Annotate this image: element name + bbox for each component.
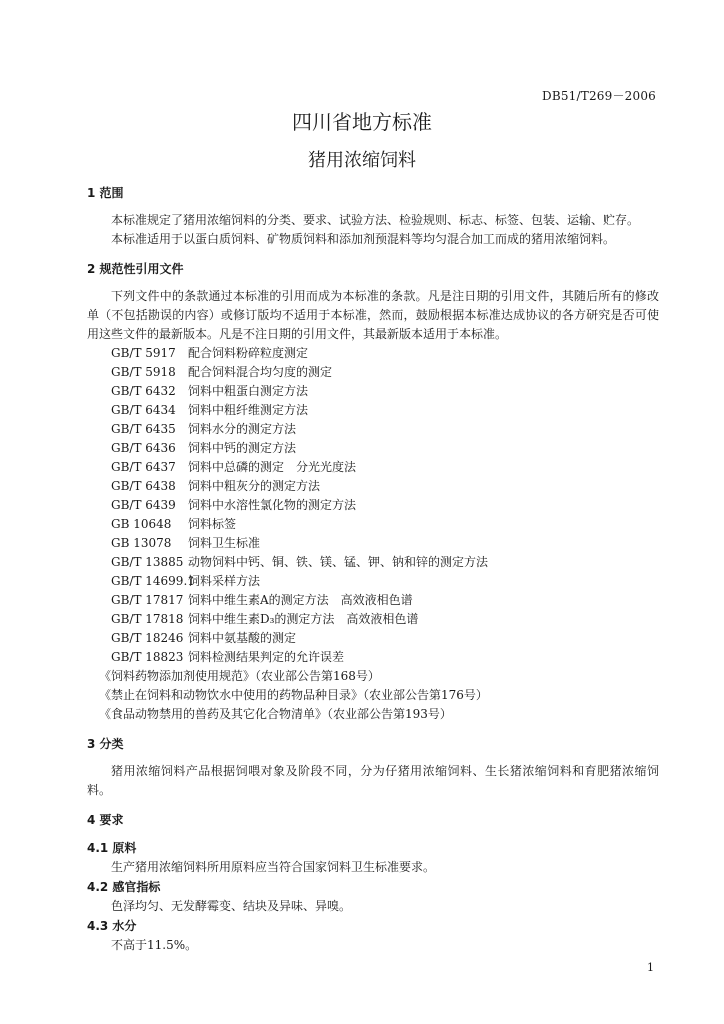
reference-code: GB/T 18823 — [111, 650, 184, 664]
section-3-heading: 3 分类 — [87, 737, 124, 751]
reference-item — [87, 496, 659, 515]
reference-item — [87, 439, 659, 458]
reference-title: 配合饲料混合均匀度的测定 — [188, 365, 333, 379]
reference-list — [87, 344, 659, 667]
reference-title: 饲料水分的测定方法 — [188, 422, 297, 436]
regulation-item: 《饲料药物添加剂使用规范》（农业部公告第168号） — [99, 669, 380, 683]
section-4-1-text: 生产猪用浓缩饲料所用原料应当符合国家饲料卫生标准要求。 — [111, 860, 436, 874]
reference-title: 饲料采样方法 — [188, 574, 261, 588]
reference-code: GB/T 5917 — [111, 346, 176, 360]
reference-code: GB/T 18246 — [111, 631, 184, 645]
reference-item — [87, 648, 659, 667]
reference-code: GB/T 17818 — [111, 612, 184, 626]
reference-title: 饲料中总磷的测定 分光光度法 — [188, 460, 357, 474]
reference-code: GB/T 6435 — [111, 422, 176, 436]
section-4-2-heading: 4.2 感官指标 — [87, 880, 161, 894]
reference-item — [87, 553, 659, 572]
reference-item — [87, 420, 659, 439]
reference-item — [87, 515, 659, 534]
regulation-item: 《禁止在饲料和动物饮水中使用的药物品种目录》（农业部公告第176号） — [99, 688, 488, 702]
reference-item — [87, 629, 659, 648]
document-subtitle: 猪用浓缩饲料 — [308, 150, 416, 171]
reference-item — [87, 458, 659, 477]
reference-item — [87, 382, 659, 401]
section-1-paragraph-2: 本标准适用于以蛋白质饲料、矿物质饲料和添加剂预混料等均匀混合加工而成的猪用浓缩饲料。 — [111, 232, 616, 246]
reference-code: GB 13078 — [111, 536, 172, 550]
reference-item — [87, 534, 659, 553]
reference-title: 动物饲料中钙、铜、铁、镁、锰、钾、钠和锌的测定方法 — [188, 555, 489, 569]
reference-code: GB/T 5918 — [111, 365, 176, 379]
section-4-2-text: 色泽均匀、无发酵霉变、结块及异味、异嗅。 — [111, 899, 352, 913]
reference-item — [87, 344, 659, 363]
reference-title: 饲料中粗灰分的测定方法 — [188, 479, 321, 493]
section-1-heading: 1 范围 — [87, 186, 124, 200]
section-4-1-heading: 4.1 原料 — [87, 841, 137, 855]
reference-title: 饲料标签 — [188, 517, 237, 531]
section-2-heading: 2 规范性引用文件 — [87, 262, 184, 276]
reference-item — [87, 591, 659, 610]
reference-code: GB/T 6432 — [111, 384, 176, 398]
reference-title: 饲料中氨基酸的测定 — [188, 631, 297, 645]
reference-title: 饲料中水溶性氯化物的测定方法 — [188, 498, 357, 512]
page-number: 1 — [647, 961, 654, 974]
reference-code: GB/T 6437 — [111, 460, 176, 474]
section-4-heading: 4 要求 — [87, 813, 124, 827]
reference-code: GB/T 13885 — [111, 555, 184, 569]
section-4-3-heading: 4.3 水分 — [87, 919, 137, 933]
reference-title: 饲料检测结果判定的允许误差 — [188, 650, 345, 664]
reference-code: GB 10648 — [111, 517, 172, 531]
reference-title: 饲料中粗纤维测定方法 — [188, 403, 309, 417]
reference-item — [87, 610, 659, 629]
reference-item — [87, 401, 659, 420]
reference-title: 饲料卫生标准 — [188, 536, 261, 550]
reference-title: 配合饲料粉碎粒度测定 — [188, 346, 309, 360]
reference-title: 饲料中钙的测定方法 — [188, 441, 297, 455]
reference-code: GB/T 6434 — [111, 403, 176, 417]
reference-item — [87, 572, 659, 591]
reference-item — [87, 363, 659, 382]
reference-code: GB/T 6436 — [111, 441, 176, 455]
regulation-item: 《食品动物禁用的兽药及其它化合物清单》（农业部公告第193号） — [99, 707, 452, 721]
reference-item — [87, 477, 659, 496]
document-body — [87, 183, 659, 955]
section-2-intro: 下列文件中的条款通过本标准的引用而成为本标准的条款。凡是注日期的引用文件，其随后所有的修改单（不包括勘误的内容）或修订版均不适用于本标准，然而，鼓励根据本标准达成协议的各方研究是否可使用这些文件的最新版本。凡是不注日期的引用文件，其最新版本适用于本标准。 — [87, 289, 659, 341]
reference-title: 饲料中粗蛋白测定方法 — [188, 384, 309, 398]
reference-title: 饲料中维生素D₃的测定方法 高效液相色谱 — [188, 612, 419, 626]
section-1-paragraph-1: 本标准规定了猪用浓缩饲料的分类、要求、试验方法、检验规则、标志、标签、包装、运输、贮存。 — [111, 213, 640, 227]
section-4-3-text: 不高于11.5%。 — [111, 938, 198, 952]
reference-code: GB/T 6439 — [111, 498, 176, 512]
reference-code: GB/T 17817 — [111, 593, 184, 607]
reference-title: 饲料中维生素A的测定方法 高效液相色谱 — [188, 593, 413, 607]
reference-code: GB/T 6438 — [111, 479, 176, 493]
section-3-paragraph: 猪用浓缩饲料产品根据饲喂对象及阶段不同，分为仔猪用浓缩饲料、生长猪浓缩饲料和育肥猪浓缩饲料。 — [87, 764, 659, 797]
document-title: 四川省地方标准 — [292, 110, 432, 134]
standard-number: DB51/T269－2006 — [542, 89, 656, 103]
law-list — [87, 667, 659, 724]
reference-code: GB/T 14699.1 — [111, 574, 195, 588]
